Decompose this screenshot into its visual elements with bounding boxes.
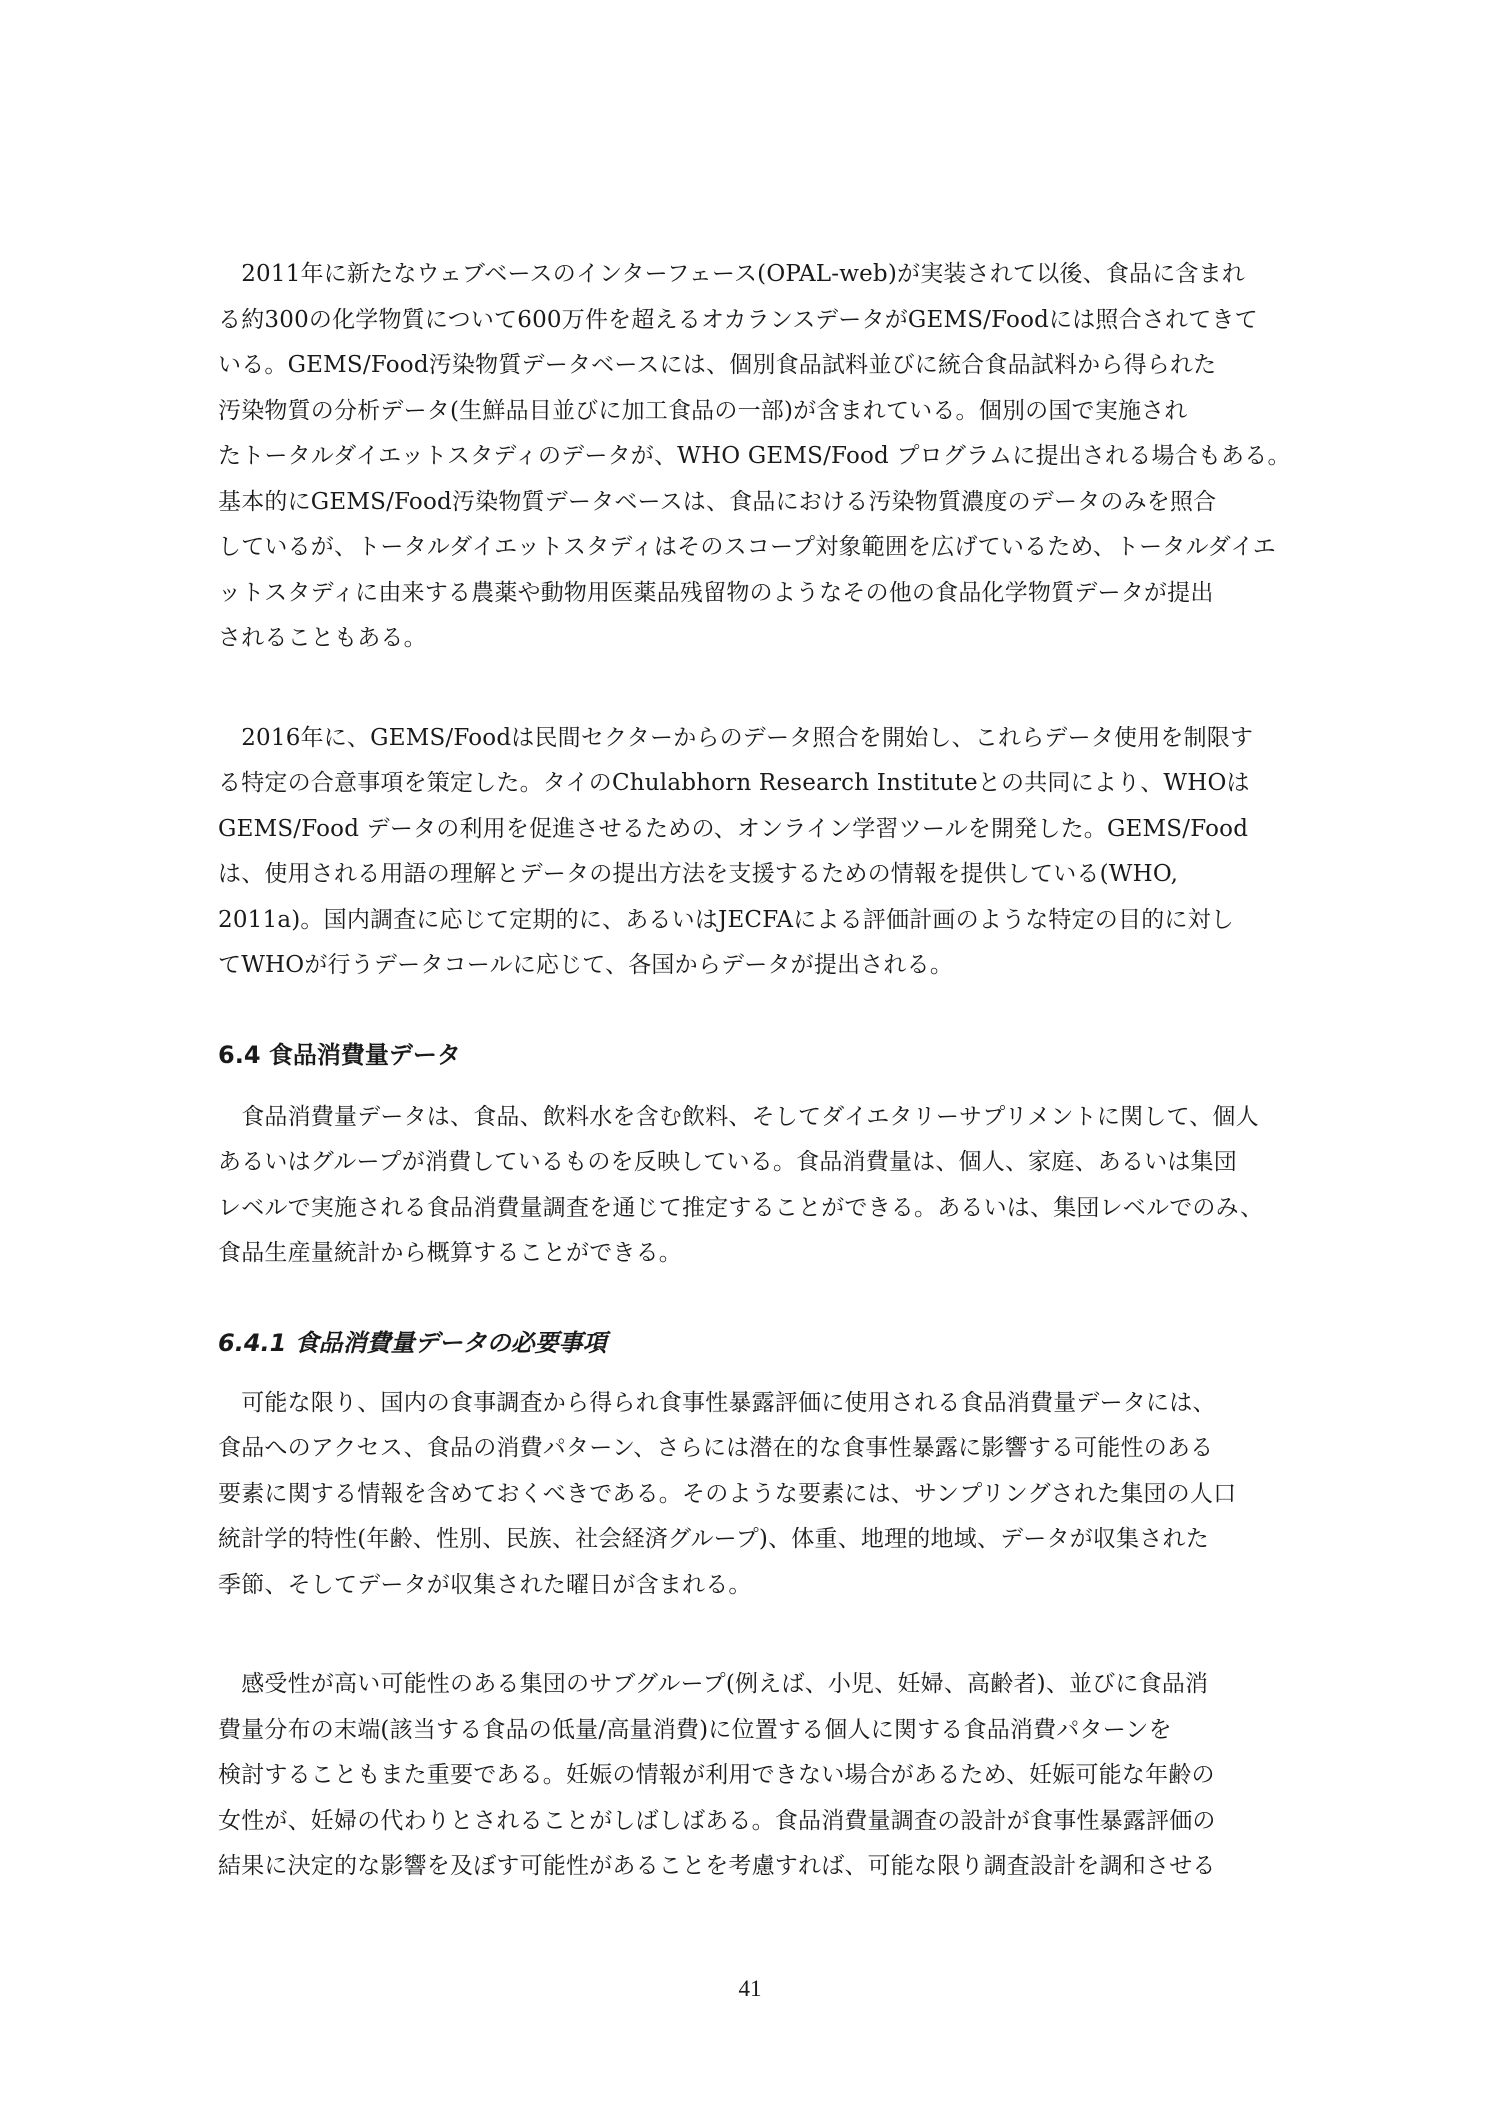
text-line: 食品生産量統計から概算することができる。 (218, 1240, 682, 1266)
page-number: 41 (738, 1976, 762, 2001)
text-line: しているが、トータルダイエットスタディはそのスコープ対象範囲を広げているため、トータルダイエ (218, 534, 1276, 560)
subsection-heading: 6.4.1 食品消費量データの必要事項 (218, 1328, 607, 1357)
paragraph-subgroups (218, 1662, 1298, 1890)
paragraph-private-sector (218, 716, 1298, 989)
text-line: 可能な限り、国内の食事調査から得られ食事性暴露評価に使用される食品消費量データには、 (218, 1389, 1216, 1416)
text-line: 食品へのアクセス、食品の消費パターン、さらには潜在的な食事性暴露に影響する可能性のある (218, 1435, 1214, 1461)
text-line: てWHOが行うデータコールに応じて、各国からデータが提出される。 (218, 952, 954, 978)
text-line: 2011年に新たなウェブベースのインターフェース(OPAL-web)が実装されて以後、食品に含まれ (218, 261, 1246, 287)
page-content (218, 252, 1298, 1890)
text-line: 費量分布の末端(該当する食品の低量/高量消費)に位置する個人に関する食品消費パターンを (218, 1716, 1172, 1743)
text-line: 女性が、妊婦の代わりとされることがしばしばある。食品消費量調査の設計が食事性暴露評価の (218, 1807, 1216, 1834)
text-line: 食品消費量データは、食品、飲料水を含む飲料、そしてダイエタリーサプリメントに関して、個人 (218, 1103, 1259, 1130)
paragraph-requirements (218, 1381, 1298, 1609)
paragraph-opal-web (218, 252, 1298, 662)
text-line: 結果に決定的な影響を及ぼす可能性があることを考慮すれば、可能な限り調査設計を調和させる (218, 1853, 1216, 1879)
text-line: 2016年に、GEMS/Foodは民間セクターからのデータ照合を開始し、これらデータ使用を制限す (218, 724, 1254, 751)
text-line: る特定の合意事項を策定した。タイのChulabhorn Research Instituteとの共同により、WHOは (218, 770, 1250, 796)
text-line: 要素に関する情報を含めておくべきである。そのような要素には、サンプリングされた集団の人口 (218, 1480, 1237, 1507)
text-line: ットスタディに由来する農薬や動物用医薬品残留物のようなその他の食品化学物質データが提出 (218, 579, 1214, 606)
text-line: たトータルダイエットスタディのデータが、WHO GEMS/Food プログラムに提出される場合もある。 (218, 443, 1291, 469)
text-line: されることもある。 (218, 625, 427, 651)
text-line: レベルで実施される食品消費量調査を通じて推定することができる。あるいは、集団レベルでのみ、 (218, 1194, 1264, 1221)
text-line: 統計学的特性(年齢、性別、民族、社会経済グループ)、体重、地理的地域、データが収集された (218, 1526, 1209, 1552)
section-heading: 6.4 食品消費量データ (218, 1040, 461, 1069)
text-line: 基本的にGEMS/Food汚染物質データベースは、食品における汚染物質濃度のデータのみを照合 (218, 488, 1217, 515)
text-line: る約300の化学物質について600万件を超えるオカランスデータがGEMS/Foodには照合されてきて (218, 306, 1258, 333)
text-line: 2011a)。国内調査に応じて定期的に、あるいはJECFAによる評価計画のような特定の目的に対し (218, 906, 1234, 933)
text-line: 感受性が高い可能性のある集団のサブグループ(例えば、小児、妊婦、高齢者)、並びに食品消 (218, 1671, 1209, 1697)
text-line: 汚染物質の分析データ(生鮮品目並びに加工食品の一部)が含まれている。個別の国で実施され (218, 397, 1188, 424)
text-line: は、使用される用語の理解とデータの提出方法を支援するための情報を提供している(WHO, (218, 861, 1179, 887)
paragraph-food-consumption (218, 1095, 1298, 1277)
text-line: 季節、そしてデータが収集された曜日が含まれる。 (218, 1571, 752, 1598)
text-line: GEMS/Food データの利用を促進させるための、オンライン学習ツールを開発した。GEMS/Food (218, 815, 1249, 842)
text-line: 検討することもまた重要である。妊娠の情報が利用できない場合があるため、妊娠可能な年齢の (218, 1762, 1215, 1788)
text-line: あるいはグループが消費しているものを反映している。食品消費量は、個人、家庭、あるいは集団 (218, 1149, 1237, 1175)
text-line: いる。GEMS/Food汚染物質データベースには、個別食品試料並びに統合食品試料から得られた (218, 352, 1217, 378)
